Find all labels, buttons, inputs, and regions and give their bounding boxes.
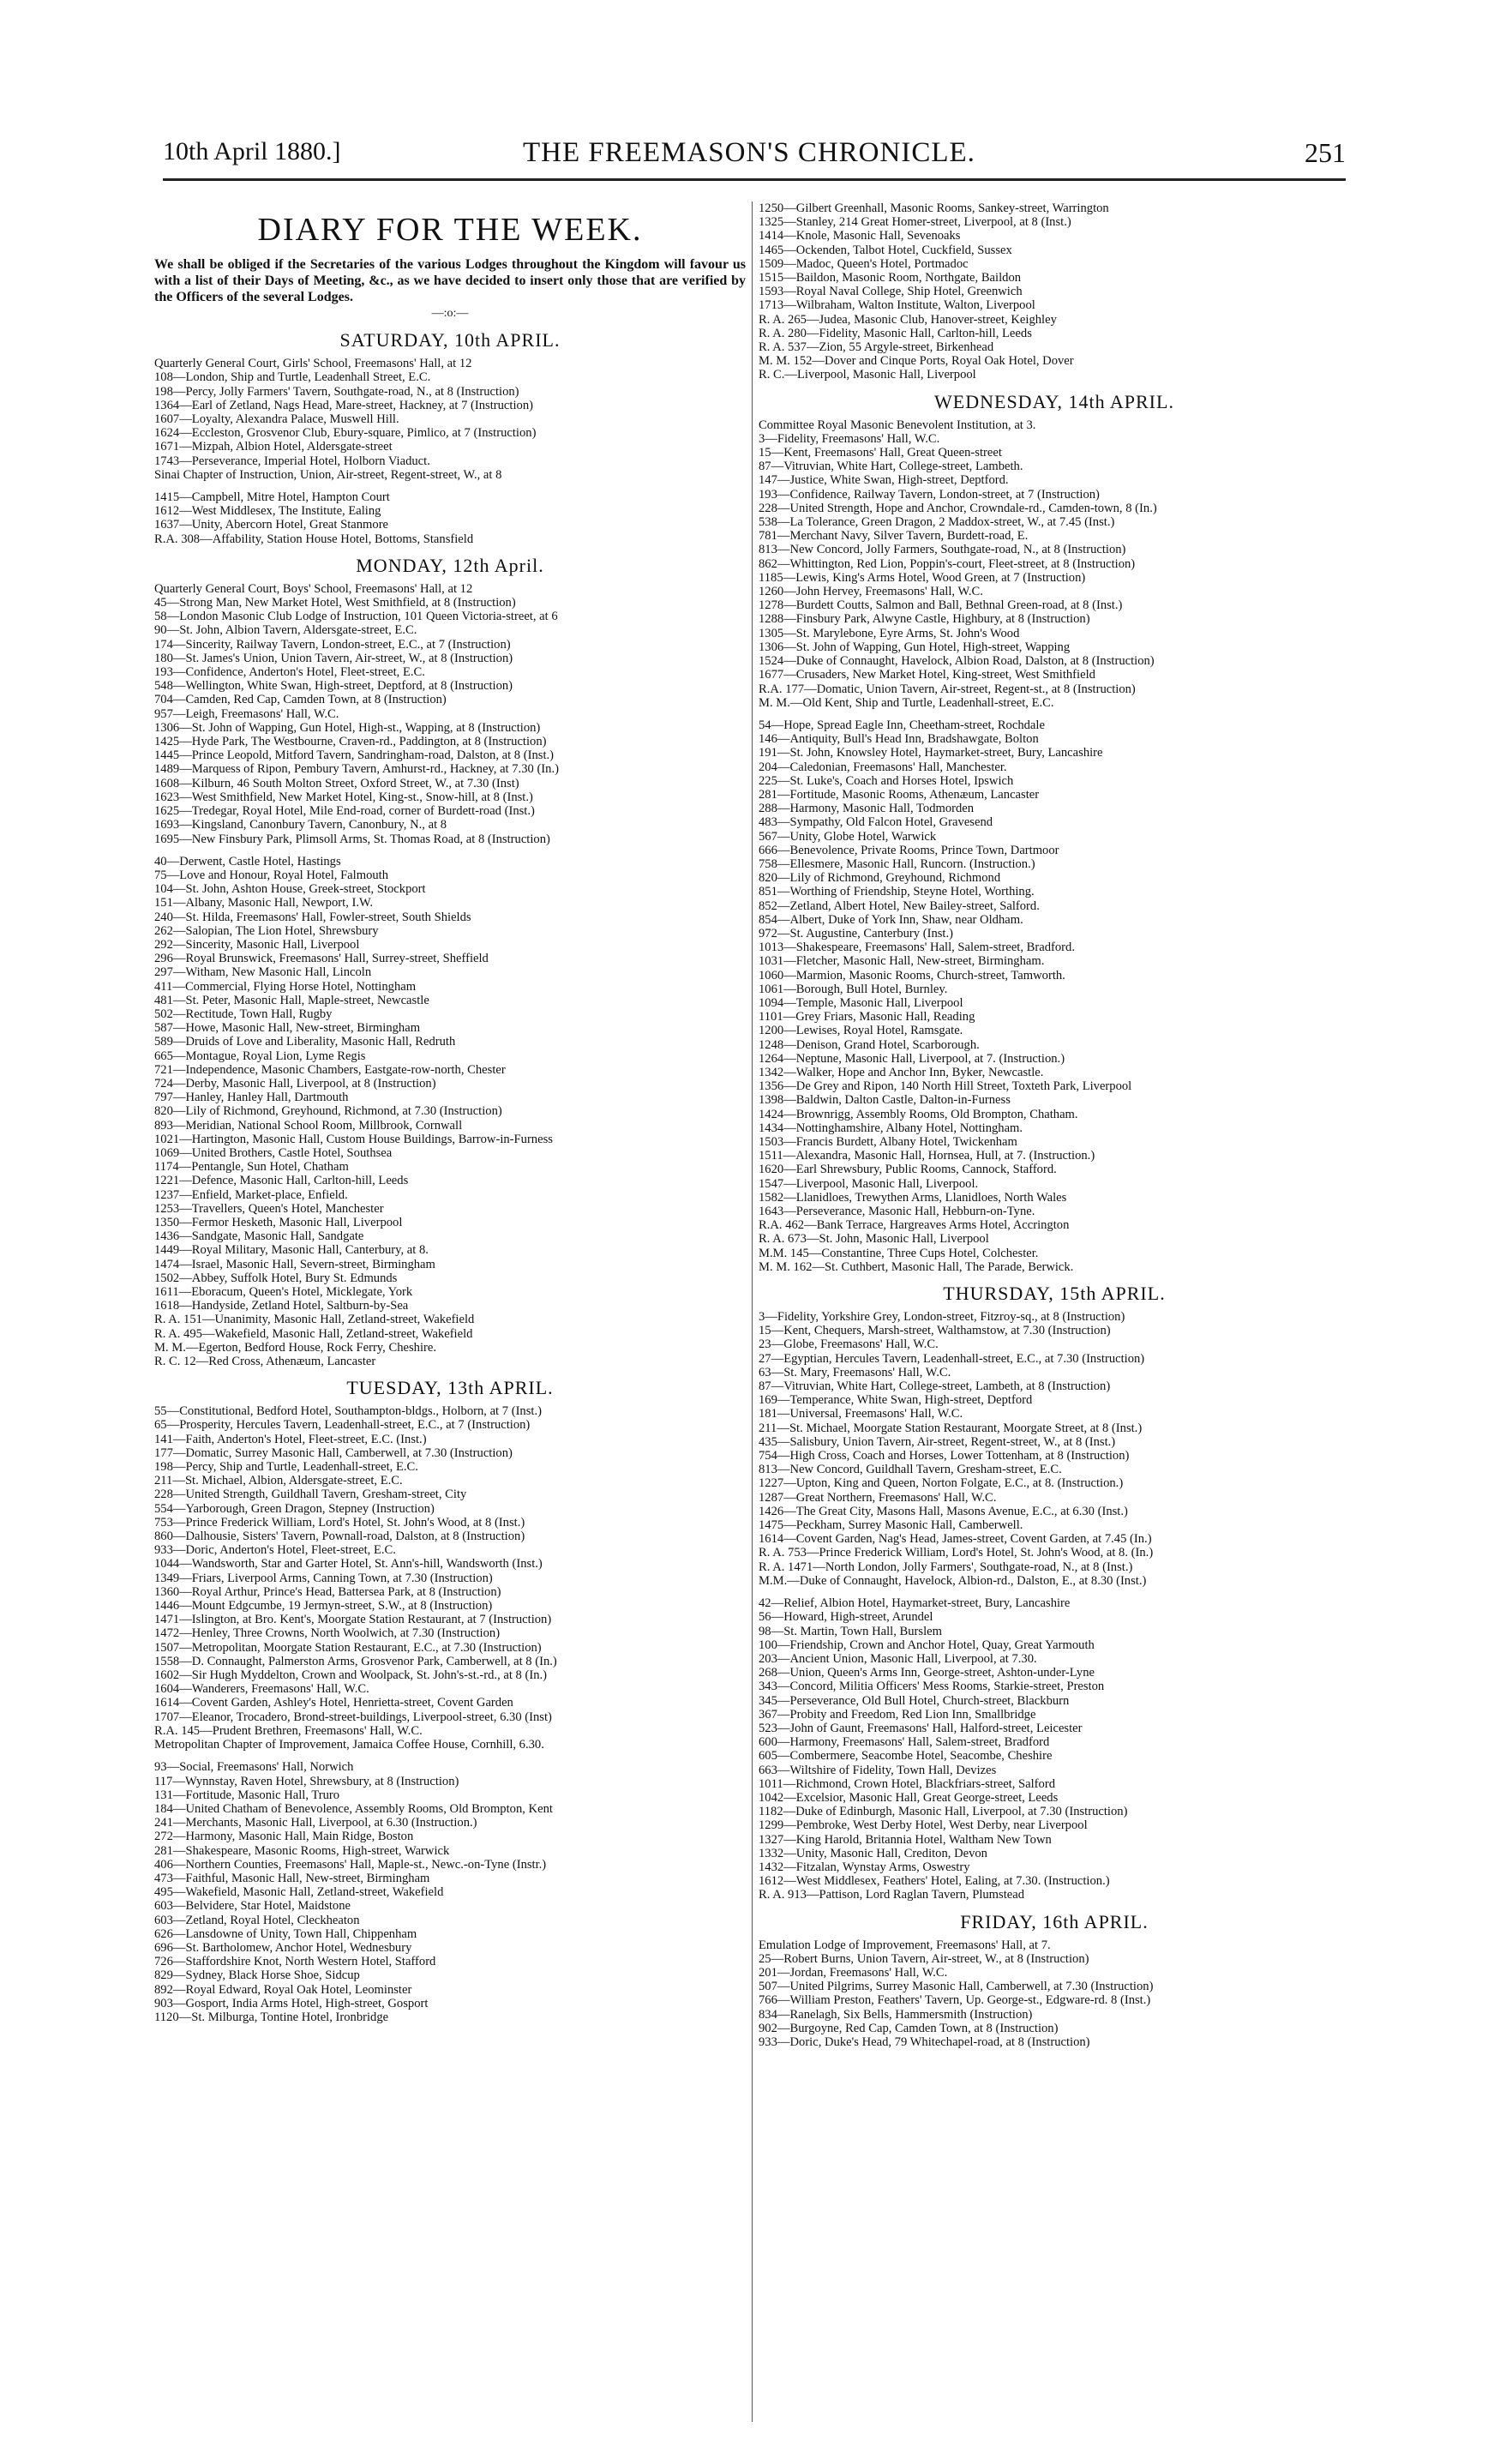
lodge-entry: 1509—Madoc, Queen's Hotel, Portmadoc bbox=[759, 256, 969, 271]
lodge-entry: R.A. 145—Prudent Brethren, Freemasons' Hall, W.C. bbox=[154, 1723, 423, 1738]
lodge-entry: 1608—Kilburn, 46 South Molton Street, Oxford Street, W., at 7.30 (Inst) bbox=[154, 776, 519, 790]
lodge-entry: M.M. 145—Constantine, Three Cups Hotel, Colchester. bbox=[759, 1246, 1039, 1260]
lodge-entry: 1643—Perseverance, Masonic Hall, Hebburn-on-Tyne. bbox=[759, 1205, 1035, 1219]
lodge-entry: 957—Leigh, Freemasons' Hall, W.C. bbox=[154, 706, 339, 721]
lodge-entry: 203—Ancient Union, Masonic Hall, Liverpool, at 7.30. bbox=[759, 1651, 1037, 1666]
lodge-entry: 820—Lily of Richmond, Greyhound, Richmond bbox=[759, 871, 1001, 886]
lodge-entry: 180—St. James's Union, Union Tavern, Air-street, W., at 8 (Instruction) bbox=[154, 651, 513, 665]
lodge-entry: 1434—Nottinghamshire, Albany Hotel, Nottingham. bbox=[759, 1121, 1023, 1135]
lodge-entry: 1061—Borough, Bull Hotel, Burnley. bbox=[759, 982, 948, 996]
lodge-entry: 1253—Travellers, Queen's Hotel, Manchester bbox=[154, 1201, 384, 1216]
lodge-entry: 587—Howe, Masonic Hall, New-street, Birmingham bbox=[154, 1021, 421, 1036]
lodge-entry: 1614—Covent Garden, Ashley's Hotel, Henrietta-street, Covent Garden bbox=[154, 1696, 513, 1710]
lodge-entry: 345—Perseverance, Old Bull Hotel, Church-street, Blackburn bbox=[759, 1693, 1070, 1708]
lodge-entry: 1489—Marquess of Ripon, Pembury Tavern, Amhurst-rd., Hackney, at 7.30 (In.) bbox=[154, 762, 559, 777]
lodge-entry: 1360—Royal Arthur, Prince's Head, Battersea Park, at 8 (Instruction) bbox=[154, 1584, 501, 1599]
lodge-entry: 665—Montague, Royal Lion, Lyme Regis bbox=[154, 1049, 366, 1063]
lodge-entry: 1288—Finsbury Park, Alwyne Castle, Highbury, at 8 (Instruction) bbox=[759, 612, 1090, 627]
column-divider bbox=[752, 201, 753, 2422]
lodge-entry: 1327—King Harold, Britannia Hotel, Waltham New Town bbox=[759, 1832, 1052, 1847]
lodge-entry: 1101—Grey Friars, Masonic Hall, Reading bbox=[759, 1010, 975, 1025]
lodge-entry: 1350—Fermor Hesketh, Masonic Hall, Liverpool bbox=[154, 1215, 403, 1229]
lodge-entry: 1425—Hyde Park, The Westbourne, Craven-rd., Paddington, at 8 (Instruction) bbox=[154, 735, 547, 749]
group-gap bbox=[759, 710, 1350, 718]
lodge-entry: 1465—Ockenden, Talbot Hotel, Cuckfield, Sussex bbox=[759, 243, 1012, 257]
lodge-entry: 63—St. Mary, Freemasons' Hall, W.C. bbox=[759, 1365, 951, 1379]
lodge-entry: 1743—Perseverance, Imperial Hotel, Holborn Viaduct. bbox=[154, 454, 430, 468]
lodge-entry: 1227—Upton, King and Queen, Norton Folgate, E.C., at 8. (Instruction.) bbox=[759, 1476, 1124, 1491]
lodge-entry: 797—Hanley, Hanley Hall, Dartmouth bbox=[154, 1091, 349, 1105]
lodge-entry: 600—Harmony, Freemasons' Hall, Salem-street, Bradford bbox=[759, 1735, 1050, 1750]
lodge-entry: 87—Vitruvian, White Hart, College-street, Lambeth, at 8 (Instruction) bbox=[759, 1379, 1111, 1394]
lodge-entry: 1637—Unity, Abercorn Hotel, Great Stanmore bbox=[154, 518, 389, 532]
lodge-entry: 1011—Richmond, Crown Hotel, Blackfriars-street, Salford bbox=[759, 1776, 1055, 1791]
lodge-entry: 1624—Eccleston, Grosvenor Club, Ebury-square, Pimlico, at 7 (Instruction) bbox=[154, 426, 537, 441]
lodge-entry: 972—St. Augustine, Canterbury (Inst.) bbox=[759, 926, 953, 941]
lodge-entry: 198—Percy, Jolly Farmers' Tavern, Southgate-road, N., at 8 (Instruction) bbox=[154, 384, 519, 399]
day-heading-thursday: THURSDAY, 15th APRIL. bbox=[943, 1283, 1166, 1305]
lodge-entry: 1671—Mizpah, Albion Hotel, Aldersgate-street bbox=[154, 440, 393, 454]
lodge-entry: 343—Concord, Militia Officers' Mess Rooms, Starkie-street, Preston bbox=[759, 1680, 1105, 1694]
lodge-entry: R.A. 462—Bank Terrace, Hargreaves Arms Hotel, Accrington bbox=[759, 1218, 1070, 1233]
lodge-entry: 933—Doric, Duke's Head, 79 Whitechapel-road, at 8 (Instruction) bbox=[759, 2034, 1090, 2049]
lodge-entry: 1677—Crusaders, New Market Hotel, King-street, West Smithfield bbox=[759, 668, 1095, 682]
left-column bbox=[154, 201, 746, 2024]
lodge-entry: 1278—Burdett Coutts, Salmon and Ball, Bethnal Green-road, at 8 (Inst.) bbox=[759, 598, 1123, 613]
lodge-entry: 241—Merchants, Masonic Hall, Liverpool, at 6.30 (Instruction.) bbox=[154, 1816, 477, 1830]
lodge-entry: 1445—Prince Leopold, Mitford Tavern, Sandringham-road, Dalston, at 8 (Inst.) bbox=[154, 748, 555, 763]
lodge-entry: 117—Wynnstay, Raven Hotel, Shrewsbury, at 8 (Instruction) bbox=[154, 1774, 459, 1788]
lodge-entry: 292—Sincerity, Masonic Hall, Liverpool bbox=[154, 937, 360, 952]
lodge-entry: 435—Salisbury, Union Tavern, Air-street, Regent-street, W., at 8 (Inst.) bbox=[759, 1434, 1116, 1449]
lodge-entry: 296—Royal Brunswick, Freemasons' Hall, Surrey-street, Sheffield bbox=[154, 952, 489, 966]
lodge-entry: R. A. 537—Zion, 55 Argyle-street, Birkenhead bbox=[759, 340, 994, 355]
header-rule bbox=[163, 178, 1346, 181]
lodge-entry: 191—St. John, Knowsley Hotel, Haymarket-street, Bury, Lancashire bbox=[759, 746, 1103, 760]
lodge-entry: Committee Royal Masonic Benevolent Institution, at 3. bbox=[759, 418, 1036, 432]
lodge-entry: 481—St. Peter, Masonic Hall, Maple-street, Newcastle bbox=[154, 993, 429, 1007]
lodge-entry: 104—St. John, Ashton House, Greek-street, Stockport bbox=[154, 882, 426, 897]
lodge-entry: 829—Sydney, Black Horse Shoe, Sidcup bbox=[154, 1968, 360, 1983]
lodge-entry: Quarterly General Court, Boys' School, Freemasons' Hall, at 12 bbox=[154, 581, 473, 596]
day-heading-saturday: SATURDAY, 10th APRIL. bbox=[339, 329, 561, 352]
lodge-entry: 225—St. Luke's, Coach and Horses Hotel, Ipswich bbox=[759, 773, 1014, 788]
lodge-entry: 758—Ellesmere, Masonic Hall, Runcorn. (Instruction.) bbox=[759, 856, 1035, 871]
lodge-entry: 902—Burgoyne, Red Cap, Camden Town, at 8 (Instruction) bbox=[759, 2021, 1059, 2035]
lodge-entry: 1287—Great Northern, Freemasons' Hall, W.C. bbox=[759, 1490, 997, 1505]
lodge-entry: 1593—Royal Naval College, Ship Hotel, Greenwich bbox=[759, 285, 1023, 299]
lodge-entry: R. A. 265—Judea, Masonic Club, Hanover-street, Keighley bbox=[759, 312, 1057, 327]
lodge-entry: 813—New Concord, Jolly Farmers, Southgate-road, N., at 8 (Instruction) bbox=[759, 543, 1126, 557]
lodge-entry: 1021—Hartington, Masonic Hall, Custom House Buildings, Barrow-in-Furness bbox=[154, 1132, 553, 1146]
day-heading-tuesday: TUESDAY, 13th APRIL. bbox=[346, 1377, 554, 1399]
lodge-entry: 1620—Earl Shrewsbury, Public Rooms, Cannock, Stafford. bbox=[759, 1163, 1057, 1177]
lodge-entry: 1618—Handyside, Zetland Hotel, Saltburn-by-Sea bbox=[154, 1299, 409, 1313]
lodge-entry: 603—Zetland, Royal Hotel, Cleckheaton bbox=[154, 1913, 360, 1927]
lodge-entry: 1713—Wilbraham, Walton Institute, Walton, Liverpool bbox=[759, 298, 1035, 313]
lodge-entry: 228—United Strength, Guildhall Tavern, Gresham-street, City bbox=[154, 1487, 467, 1502]
lodge-entry: 473—Faithful, Masonic Hall, New-street, Birmingham bbox=[154, 1871, 430, 1885]
lodge-entry: 1524—Duke of Connaught, Havelock, Albion Road, Dalston, at 8 (Instruction) bbox=[759, 654, 1155, 669]
lodge-entry: 204—Caledonian, Freemasons' Hall, Manchester. bbox=[759, 760, 1007, 774]
lodge-entry: 1707—Eleanor, Trocadero, Brond-street-buildings, Liverpool-street, 6.30 (Inst) bbox=[154, 1710, 552, 1724]
lodge-entry: 193—Confidence, Anderton's Hotel, Fleet-street, E.C. bbox=[154, 665, 425, 680]
lodge-entry: 1031—Fletcher, Masonic Hall, New-street, Birmingham. bbox=[759, 954, 1045, 969]
lodge-entry: 1200—Lewises, Royal Hotel, Ramsgate. bbox=[759, 1024, 963, 1038]
lodge-entry: 1436—Sandgate, Masonic Hall, Sandgate bbox=[154, 1229, 364, 1244]
lodge-entry: 177—Domatic, Surrey Masonic Hall, Camberwell, at 7.30 (Instruction) bbox=[154, 1445, 513, 1460]
lodge-entry: R. A. 673—St. John, Masonic Hall, Liverpool bbox=[759, 1232, 989, 1247]
lodge-entry: 211—St. Michael, Albion, Aldersgate-street, E.C. bbox=[154, 1474, 403, 1488]
lodge-entry: 1013—Shakespeare, Freemasons' Hall, Salem-street, Bradford. bbox=[759, 941, 1075, 955]
lodge-entry: M. M.—Old Kent, Ship and Turtle, Leadenhall-street, E.C. bbox=[759, 695, 1054, 710]
lodge-entry: 1221—Defence, Masonic Hall, Carlton-hill, Leeds bbox=[154, 1174, 409, 1188]
lodge-entry: 1582—Llanidloes, Trewythen Arms, Llanidloes, North Wales bbox=[759, 1190, 1067, 1205]
lodge-entry: 131—Fortitude, Masonic Hall, Truro bbox=[154, 1788, 340, 1802]
lodge-entry: 1415—Campbell, Mitre Hotel, Hampton Court bbox=[154, 490, 390, 505]
lodge-entry: 753—Prince Frederick William, Lord's Hotel, St. John's Wood, at 8 (Inst.) bbox=[154, 1515, 525, 1529]
lodge-entry: 548—Wellington, White Swan, High-street, Deptford, at 8 (Instruction) bbox=[154, 679, 513, 694]
lodge-entry: 1612—West Middlesex, Feathers' Hotel, Ealing, at 7.30. (Instruction.) bbox=[759, 1874, 1110, 1889]
lodge-entry: 1332—Unity, Masonic Hall, Crediton, Devon bbox=[759, 1846, 987, 1860]
lodge-entry: 666—Benevolence, Private Rooms, Prince Town, Dartmoor bbox=[759, 843, 1059, 857]
lodge-entry: M. M.—Egerton, Bedford House, Rock Ferry, Cheshire. bbox=[154, 1340, 436, 1355]
lodge-entry: 75—Love and Honour, Royal Hotel, Falmouth bbox=[154, 868, 389, 882]
lodge-entry: M. M. 162—St. Cuthbert, Masonic Hall, The Parade, Berwick. bbox=[759, 1259, 1074, 1274]
lodge-entry: 147—Justice, White Swan, High-street, Deptford. bbox=[759, 473, 1009, 488]
lodge-entry: 1349—Friars, Liverpool Arms, Canning Town, at 7.30 (Instruction) bbox=[154, 1571, 493, 1585]
lodge-entry: 1432—Fitzalan, Wynstay Arms, Oswestry bbox=[759, 1860, 970, 1874]
lodge-entry: 851—Worthing of Friendship, Steyne Hotel, Worthing. bbox=[759, 885, 1035, 899]
lodge-entry: 1398—Baldwin, Dalton Castle, Dalton-in-Furness bbox=[759, 1093, 1011, 1108]
lodge-entry: 3—Fidelity, Freemasons' Hall, W.C. bbox=[759, 431, 940, 446]
lodge-entry: R. A. 151—Unanimity, Masonic Hall, Zetland-street, Wakefield bbox=[154, 1313, 475, 1327]
lodge-entry: 90—St. John, Albion Tavern, Aldersgate-street, E.C. bbox=[154, 623, 417, 638]
lodge-entry: 87—Vitruvian, White Hart, College-street, Lambeth. bbox=[759, 460, 1023, 474]
lodge-entry: 1356—De Grey and Ripon, 140 North Hill Street, Toxteth Park, Liverpool bbox=[759, 1079, 1132, 1094]
lodge-entry: 567—Unity, Globe Hotel, Warwick bbox=[759, 829, 937, 844]
lodge-entry: R.A. 308—Affability, Station House Hotel, Bottoms, Stansfield bbox=[154, 532, 474, 546]
diary-intro: We shall be obliged if the Secretaries of the various Lodges throughout the Kingdom will favour us with a list of their Days of Meeting, &c., as we have decided to insert only those that are verified by the Officers of the several Lodges. bbox=[154, 257, 746, 304]
lodge-entry: 411—Commercial, Flying Horse Hotel, Nottingham bbox=[154, 979, 417, 994]
lodge-entry: 603—Belvidere, Star Hotel, Maidstone bbox=[154, 1899, 351, 1914]
masthead-title: THE FREEMASON'S CHRONICLE. bbox=[523, 137, 975, 168]
lodge-entry: 1248—Denison, Grand Hotel, Scarborough. bbox=[759, 1037, 980, 1052]
lodge-entry: 1185—Lewis, King's Arms Hotel, Wood Green, at 7 (Instruction) bbox=[759, 570, 1086, 585]
lodge-entry: 98—St. Martin, Town Hall, Burslem bbox=[759, 1624, 942, 1638]
lodge-entry: 696—St. Bartholomew, Anchor Hotel, Wednesbury bbox=[154, 1940, 412, 1955]
lodge-entry: R. A. 495—Wakefield, Masonic Hall, Zetland-street, Wakefield bbox=[154, 1326, 473, 1341]
lodge-entry: 1069—United Brothers, Castle Hotel, Southsea bbox=[154, 1145, 393, 1160]
lodge-entry: 507—United Pilgrims, Surrey Masonic Hall, Camberwell, at 7.30 (Instruction) bbox=[759, 1980, 1154, 1994]
lodge-entry: R. A. 913—Pattison, Lord Raglan Tavern, Plumstead bbox=[759, 1888, 1025, 1902]
lodge-entry: 1503—Francis Burdett, Albany Hotel, Twickenham bbox=[759, 1135, 1017, 1149]
lodge-entry: 151—Albany, Masonic Hall, Newport, I.W. bbox=[154, 896, 374, 910]
lodge-entry: 240—St. Hilda, Freemasons' Hall, Fowler-street, South Shields bbox=[154, 910, 471, 924]
lodge-entry: 820—Lily of Richmond, Greyhound, Richmond, at 7.30 (Instruction) bbox=[154, 1104, 502, 1119]
lodge-entry: 852—Zetland, Albert Hotel, New Bailey-street, Salford. bbox=[759, 898, 1040, 913]
lodge-entry: 55—Constitutional, Bedford Hotel, Southampton-bldgs., Holborn, at 7 (Inst.) bbox=[154, 1404, 542, 1419]
lodge-entry: 54—Hope, Spread Eagle Inn, Cheetham-street, Rochdale bbox=[759, 718, 1045, 732]
lodge-entry: 781—Merchant Navy, Silver Tavern, Burdett-road, E. bbox=[759, 529, 1029, 544]
lodge-entry: R. C. 12—Red Cross, Athenæum, Lancaster bbox=[154, 1355, 376, 1369]
lodge-entry: 663—Wiltshire of Fidelity, Town Hall, Devizes bbox=[759, 1763, 997, 1777]
lodge-entry: 1182—Duke of Edinburgh, Masonic Hall, Liverpool, at 7.30 (Instruction) bbox=[759, 1805, 1128, 1819]
lodge-entry: Quarterly General Court, Girls' School, Freemasons' Hall, at 12 bbox=[154, 357, 472, 371]
lodge-entry: 141—Faith, Anderton's Hotel, Fleet-street, E.C. (Inst.) bbox=[154, 1432, 427, 1446]
lodge-entry: 108—London, Ship and Turtle, Leadenhall Street, E.C. bbox=[154, 370, 431, 385]
lodge-entry: 281—Shakespeare, Masonic Rooms, High-street, Warwick bbox=[154, 1843, 450, 1858]
right-column bbox=[759, 201, 1350, 2049]
day-heading-friday: FRIDAY, 16th APRIL. bbox=[960, 1910, 1149, 1932]
lodge-entry: 523—John of Gaunt, Freemasons' Hall, Halford-street, Leicester bbox=[759, 1721, 1083, 1735]
group-gap bbox=[154, 1752, 746, 1760]
lodge-entry: 198—Percy, Ship and Turtle, Leadenhall-street, E.C. bbox=[154, 1460, 418, 1475]
lodge-entry: 1325—Stanley, 214 Great Homer-street, Liverpool, at 8 (Inst.) bbox=[759, 215, 1071, 230]
lodge-entry: 766—William Preston, Feathers' Tavern, Up. George-st., Edgware-rd. 8 (Inst.) bbox=[759, 1993, 1151, 2008]
lodge-entry: 893—Meridian, National School Room, Millbrook, Cornwall bbox=[154, 1118, 463, 1133]
lodge-entry: 1449—Royal Military, Masonic Hall, Canterbury, at 8. bbox=[154, 1243, 429, 1258]
lodge-entry: 262—Salopian, The Lion Hotel, Shrewsbury bbox=[154, 923, 379, 938]
lodge-entry: Emulation Lodge of Improvement, Freemasons' Hall, at 7. bbox=[759, 1938, 1051, 1952]
lodge-entry: R. A. 280—Fidelity, Masonic Hall, Carlton-hill, Leeds bbox=[759, 326, 1032, 340]
lodge-entry: 605—Combermere, Seacombe Hotel, Seacombe, Cheshire bbox=[759, 1749, 1053, 1764]
lodge-entry: 1474—Israel, Masonic Hall, Severn-street, Birmingham bbox=[154, 1257, 435, 1271]
lodge-entry: 502—Rectitude, Town Hall, Rugby bbox=[154, 1007, 333, 1021]
lodge-entry: 1250—Gilbert Greenhall, Masonic Rooms, Sankey-street, Warrington bbox=[759, 201, 1109, 215]
lodge-entry: 1547—Liverpool, Masonic Hall, Liverpool. bbox=[759, 1176, 979, 1191]
lodge-entry: 1426—The Great City, Masons Hall, Masons Avenue, E.C., at 6.30 (Inst.) bbox=[759, 1504, 1128, 1518]
lodge-entry: 27—Egyptian, Hercules Tavern, Leadenhall-street, E.C., at 7.30 (Instruction) bbox=[759, 1351, 1145, 1366]
lodge-entry: 495—Wakefield, Masonic Hall, Zetland-street, Wakefield bbox=[154, 1885, 444, 1900]
lodge-entry: 193—Confidence, Railway Tavern, London-street, at 7 (Instruction) bbox=[759, 487, 1100, 502]
lodge-entry: 201—Jordan, Freemasons' Hall, W.C. bbox=[759, 1965, 948, 1980]
lodge-entry: 42—Relief, Albion Hotel, Haymarket-street, Bury, Lancashire bbox=[759, 1596, 1071, 1611]
lodge-entry: 184—United Chatham of Benevolence, Assembly Rooms, Old Brompton, Kent bbox=[154, 1801, 553, 1816]
lodge-entry: 1446—Mount Edgcumbe, 19 Jermyn-street, S.W., at 8 (Instruction) bbox=[154, 1599, 493, 1614]
lodge-entry: 483—Sympathy, Old Falcon Hotel, Gravesend bbox=[759, 815, 993, 830]
lodge-entry: 1472—Henley, Three Crowns, North Woolwich, at 7.30 (Instruction) bbox=[154, 1626, 501, 1641]
lodge-entry: Metropolitan Chapter of Improvement, Jamaica Coffee House, Cornhill, 6.30. bbox=[154, 1738, 544, 1752]
lodge-entry: 146—Antiquity, Bull's Head Inn, Bradshawgate, Bolton bbox=[759, 732, 1039, 747]
lodge-entry: 1625—Tredegar, Royal Hotel, Mile End-road, corner of Burdett-road (Inst.) bbox=[154, 804, 535, 819]
lodge-entry: 1237—Enfield, Market-place, Enfield. bbox=[154, 1187, 348, 1202]
lodge-entry: 1042—Excelsior, Masonic Hall, Great George-street, Leeds bbox=[759, 1790, 1059, 1805]
lodge-entry: 813—New Concord, Guildhall Tavern, Gresham-street, E.C. bbox=[759, 1463, 1062, 1477]
lodge-entry: 211—St. Michael, Moorgate Station Restaurant, Moorgate Street, at 8 (Inst.) bbox=[759, 1421, 1143, 1435]
lodge-entry: 1475—Peckham, Surrey Masonic Hall, Camberwell. bbox=[759, 1518, 1023, 1533]
lodge-entry: M.M.—Duke of Connaught, Havelock, Albion-rd., Dalston, E., at 8.30 (Inst.) bbox=[759, 1573, 1147, 1588]
lodge-entry: Sinai Chapter of Instruction, Union, Air-street, Regent-street, W., at 8 bbox=[154, 467, 502, 482]
lodge-entry: 40—Derwent, Castle Hotel, Hastings bbox=[154, 854, 341, 868]
lodge-entry: 181—Universal, Freemasons' Hall, W.C. bbox=[759, 1407, 963, 1421]
lodge-entry: 754—High Cross, Coach and Horses, Lower Tottenham, at 8 (Instruction) bbox=[759, 1449, 1130, 1463]
lodge-entry: 704—Camden, Red Cap, Camden Town, at 8 (Instruction) bbox=[154, 693, 447, 707]
lodge-entry: R. A. 1471—North London, Jolly Farmers', Southgate-road, N., at 8 (Inst.) bbox=[759, 1560, 1133, 1574]
lodge-entry: 288—Harmony, Masonic Hall, Todmorden bbox=[759, 802, 975, 816]
lodge-entry: 1695—New Finsbury Park, Plimsoll Arms, St. Thomas Road, at 8 (Instruction) bbox=[154, 832, 550, 846]
group-gap bbox=[154, 482, 746, 490]
lodge-entry: 1612—West Middlesex, The Institute, Ealing bbox=[154, 504, 381, 519]
lodge-entry: 554—Yarborough, Green Dragon, Stepney (Instruction) bbox=[154, 1501, 435, 1516]
lodge-entry: 1306—St. John of Wapping, Gun Hotel, High-street, Wapping bbox=[759, 640, 1071, 654]
lodge-entry: 626—Lansdowne of Unity, Town Hall, Chippenham bbox=[154, 1926, 417, 1941]
lodge-entry: 860—Dalhousie, Sisters' Tavern, Pownall-road, Dalston, at 8 (Instruction) bbox=[154, 1529, 525, 1544]
lodge-entry: 1693—Kingsland, Canonbury Tavern, Canonbury, N., at 8 bbox=[154, 818, 447, 832]
lodge-entry: 903—Gosport, India Arms Hotel, High-street, Gosport bbox=[154, 1996, 429, 2010]
lodge-entry: 297—Witham, New Masonic Hall, Lincoln bbox=[154, 965, 372, 980]
lodge-entry: 25—Robert Burns, Union Tavern, Air-street, W., at 8 (Instruction) bbox=[759, 1951, 1089, 1966]
lodge-entry: 862—Whittington, Red Lion, Poppin's-court, Fleet-street, at 8 (Instruction) bbox=[759, 556, 1136, 571]
lodge-entry: 1424—Brownrigg, Assembly Rooms, Old Brompton, Chatham. bbox=[759, 1107, 1078, 1121]
lodge-entry: 1471—Islington, at Bro. Kent's, Moorgate Station Restaurant, at 7 (Instruction) bbox=[154, 1613, 552, 1627]
lodge-entry: 174—Sincerity, Railway Tavern, London-street, E.C., at 7 (Instruction) bbox=[154, 637, 511, 652]
lodge-entry: 1299—Pembroke, West Derby Hotel, West Derby, near Liverpool bbox=[759, 1818, 1088, 1833]
lodge-entry: 1094—Temple, Masonic Hall, Liverpool bbox=[759, 995, 963, 1010]
lodge-entry: 228—United Strength, Hope and Anchor, Crowndale-rd., Camden-town, 8 (In.) bbox=[759, 501, 1157, 515]
lodge-entry: 1264—Neptune, Masonic Hall, Liverpool, at 7. (Instruction.) bbox=[759, 1051, 1065, 1066]
lodge-entry: 1120—St. Milburga, Tontine Hotel, Ironbridge bbox=[154, 2010, 389, 2024]
lodge-entry: 406—Northern Counties, Freemasons' Hall, Maple-st., Newc.-on-Tyne (Instr.) bbox=[154, 1857, 547, 1872]
day-heading-monday: MONDAY, 12th April. bbox=[356, 554, 544, 576]
group-gap bbox=[154, 846, 746, 855]
separator: —:o:— bbox=[431, 307, 469, 320]
lodge-entry: 93—Social, Freemasons' Hall, Norwich bbox=[154, 1760, 354, 1775]
lodge-entry: 1623—West Smithfield, New Market Hotel, King-st., Snow-hill, at 8 (Inst.) bbox=[154, 790, 533, 804]
lodge-entry: 1614—Covent Garden, Nag's Head, James-street, Covent Garden, at 7.45 (In.) bbox=[759, 1532, 1152, 1547]
lodge-entry: 281—Fortitude, Masonic Rooms, Athenæum, Lancaster bbox=[759, 787, 1040, 802]
lodge-entry: 1558—D. Connaught, Palmerston Arms, Grosvenor Park, Camberwell, at 8 (In.) bbox=[154, 1654, 557, 1668]
lodge-entry: 1174—Pentangle, Sun Hotel, Chatham bbox=[154, 1160, 349, 1175]
lodge-entry: 56—Howard, High-street, Arundel bbox=[759, 1610, 933, 1625]
lodge-entry: 538—La Tolerance, Green Dragon, 2 Maddox-street, W., at 7.45 (Inst.) bbox=[759, 515, 1115, 530]
lodge-entry: 45—Strong Man, New Market Hotel, West Smithfield, at 8 (Instruction) bbox=[154, 596, 516, 610]
lodge-entry: 834—Ranelagh, Six Bells, Hammersmith (Instruction) bbox=[759, 2007, 1033, 2022]
lodge-entry: 169—Temperance, White Swan, High-street, Deptford bbox=[759, 1393, 1033, 1408]
lodge-entry: R. C.—Liverpool, Masonic Hall, Liverpool bbox=[759, 368, 976, 382]
diary-title: DIARY FOR THE WEEK. bbox=[257, 212, 643, 248]
lodge-entry: 721—Independence, Masonic Chambers, Eastgate-row-north, Chester bbox=[154, 1062, 506, 1077]
lodge-entry: 100—Friendship, Crown and Anchor Hotel, Quay, Great Yarmouth bbox=[759, 1638, 1095, 1652]
lodge-entry: 65—Prosperity, Hercules Tavern, Leadenhall-street, E.C., at 7 (Instruction) bbox=[154, 1418, 531, 1433]
lodge-entry: 1511—Alexandra, Masonic Hall, Hornsea, Hull, at 7. (Instruction.) bbox=[759, 1149, 1095, 1163]
lodge-entry: 1611—Eboracum, Queen's Hotel, Micklegate, York bbox=[154, 1285, 413, 1299]
lodge-entry: 1305—St. Marylebone, Eyre Arms, St. John's Wood bbox=[759, 626, 1020, 640]
page-number: 251 bbox=[1305, 137, 1346, 168]
lodge-entry: 933—Doric, Anderton's Hotel, Fleet-street, E.C. bbox=[154, 1543, 396, 1558]
group-gap bbox=[759, 1588, 1350, 1596]
lodge-entry: 1044—Wandsworth, Star and Garter Hotel, St. Ann's-hill, Wandsworth (Inst.) bbox=[154, 1557, 543, 1572]
lodge-entry: 15—Kent, Freemasons' Hall, Great Queen-street bbox=[759, 446, 1002, 460]
lodge-entry: 268—Union, Queen's Arms Inn, George-street, Ashton-under-Lyne bbox=[759, 1666, 1095, 1680]
lodge-entry: 1342—Walker, Hope and Anchor Inn, Byker, Newcastle. bbox=[759, 1065, 1044, 1079]
lodge-entry: 1260—John Hervey, Freemasons' Hall, W.C. bbox=[759, 585, 983, 599]
lodge-entry: 1515—Baildon, Masonic Room, Northgate, Baildon bbox=[759, 271, 1022, 285]
lodge-entry: 589—Druids of Love and Liberality, Masonic Hall, Redruth bbox=[154, 1035, 456, 1049]
lodge-entry: 1364—Earl of Zetland, Nags Head, Mare-street, Hackney, at 7 (Instruction) bbox=[154, 398, 533, 412]
lodge-entry: 272—Harmony, Masonic Hall, Main Ridge, Boston bbox=[154, 1830, 414, 1844]
lodge-entry: 726—Staffordshire Knot, North Western Hotel, Stafford bbox=[154, 1955, 436, 1969]
lodge-entry: 3—Fidelity, Yorkshire Grey, London-street, Fitzroy-sq., at 8 (Instruction) bbox=[759, 1310, 1125, 1325]
lodge-entry: 1414—Knole, Masonic Hall, Sevenoaks bbox=[759, 229, 961, 243]
lodge-entry: 1507—Metropolitan, Moorgate Station Restaurant, E.C., at 7.30 (Instruction) bbox=[154, 1640, 542, 1655]
lodge-entry: R.A. 177—Domatic, Union Tavern, Air-street, Regent-st., at 8 (Instruction) bbox=[759, 682, 1136, 696]
lodge-entry: 1604—Wanderers, Freemasons' Hall, W.C. bbox=[154, 1682, 369, 1697]
lodge-entry: 58—London Masonic Club Lodge of Instruction, 101 Queen Victoria-street, at 6 bbox=[154, 610, 558, 624]
lodge-entry: 892—Royal Edward, Royal Oak Hotel, Leominster bbox=[154, 1982, 412, 1997]
page-header bbox=[163, 137, 1346, 175]
lodge-entry: 15—Kent, Chequers, Marsh-street, Walthamstow, at 7.30 (Instruction) bbox=[759, 1324, 1111, 1338]
lodge-entry: 23—Globe, Freemasons' Hall, W.C. bbox=[759, 1337, 939, 1352]
issue-date: 10th April 1880.] bbox=[163, 137, 341, 165]
lodge-entry: 724—Derby, Masonic Hall, Liverpool, at 8 (Instruction) bbox=[154, 1076, 436, 1091]
lodge-entry: 854—Albert, Duke of York Inn, Shaw, near Oldham. bbox=[759, 912, 1023, 927]
lodge-entry: 1607—Loyalty, Alexandra Palace, Muswell Hill. bbox=[154, 412, 399, 427]
lodge-entry: M. M. 152—Dover and Cinque Ports, Royal Oak Hotel, Dover bbox=[759, 354, 1074, 369]
lodge-entry: R. A. 753—Prince Frederick William, Lord's Hotel, St. John's Wood, at 8. (In.) bbox=[759, 1546, 1154, 1560]
lodge-entry: 1502—Abbey, Suffolk Hotel, Bury St. Edmunds bbox=[154, 1271, 398, 1285]
lodge-entry: 367—Probity and Freedom, Red Lion Inn, Smallbridge bbox=[759, 1707, 1036, 1722]
lodge-entry: 1060—Marmion, Masonic Rooms, Church-street, Tamworth. bbox=[759, 968, 1065, 983]
day-heading-wednesday: WEDNESDAY, 14th APRIL. bbox=[934, 390, 1174, 412]
lodge-entry: 1602—Sir Hugh Myddelton, Crown and Woolpack, St. John's-st.-rd., at 8 (In.) bbox=[154, 1668, 548, 1683]
lodge-entry: 1306—St. John of Wapping, Gun Hotel, High-st., Wapping, at 8 (Instruction) bbox=[154, 720, 541, 735]
